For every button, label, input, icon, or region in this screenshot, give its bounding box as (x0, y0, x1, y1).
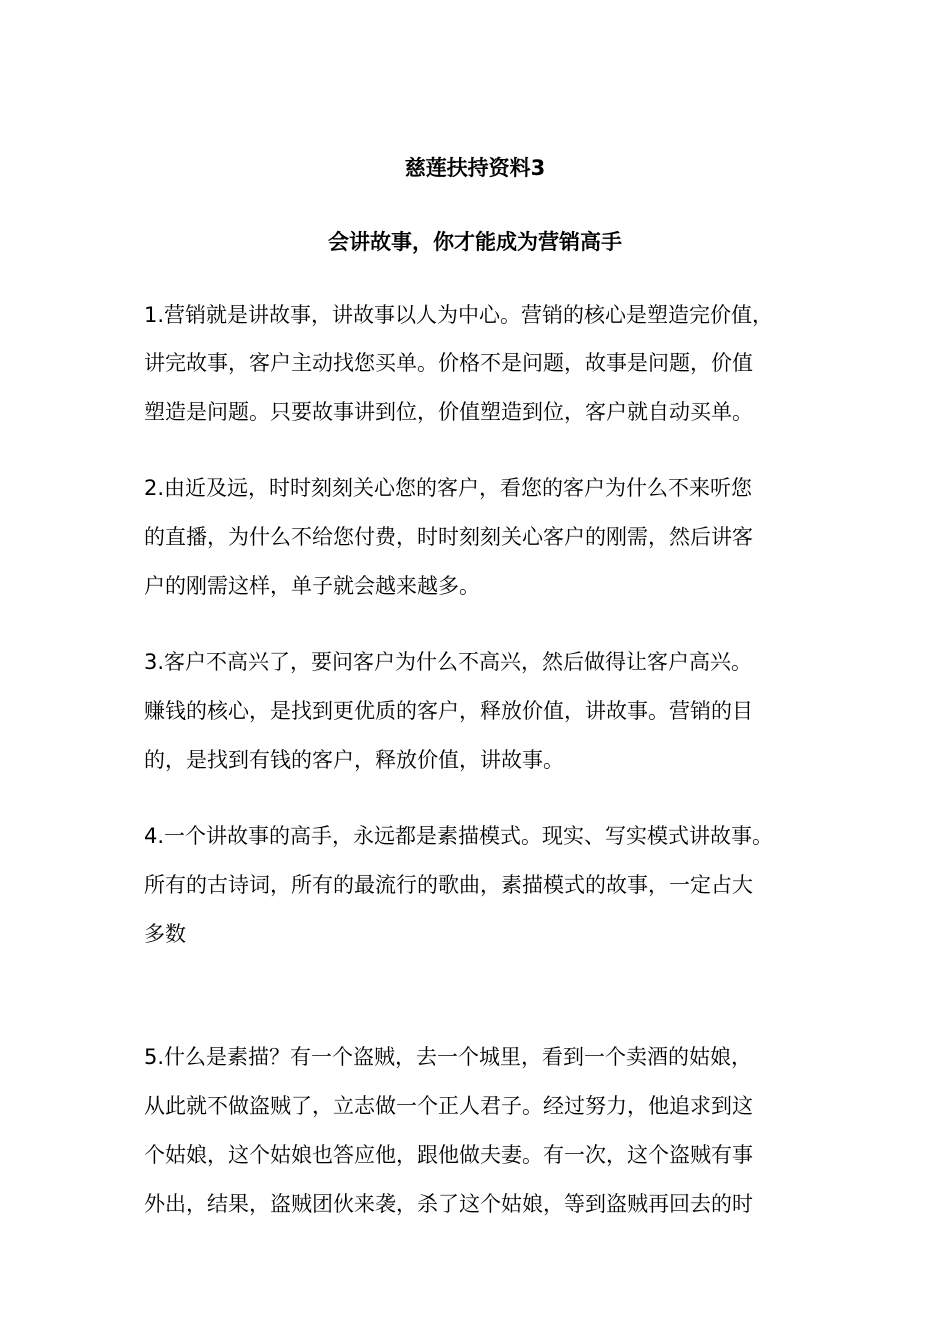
paragraph-line: 所有的古诗词，所有的最流行的歌曲，素描模式的故事，一定占大 (144, 873, 753, 897)
paragraph-line: 个姑娘，这个姑娘也答应他，跟他做夫妻。有一次，这个盗贼有事 (144, 1143, 753, 1167)
paragraph-line: 2.由近及远，时时刻刻关心您的客户，看您的客户为什么不来听您 (144, 476, 753, 500)
paragraph-line: 5.什么是素描？有一个盗贼，去一个城里，看到一个卖酒的姑娘， (144, 1045, 753, 1069)
paragraph-line: 4.一个讲故事的高手，永远都是素描模式。现实、写实模式讲故事。 (144, 824, 774, 848)
paragraph-line: 1.营销就是讲故事，讲故事以人为中心。营销的核心是塑造完价值， (144, 303, 774, 327)
paragraph-line: 外出，结果，盗贼团伙来袭，杀了这个姑娘，等到盗贼再回去的时 (144, 1192, 753, 1216)
paragraph-line: 的，是找到有钱的客户，释放价值，讲故事。 (144, 748, 564, 772)
paragraph-line: 户的刚需这样，单子就会越来越多。 (144, 574, 480, 598)
document-title: 慈莲扶持资料3 (404, 156, 546, 180)
paragraph-line: 的直播，为什么不给您付费，时时刻刻关心客户的刚需，然后讲客 (144, 525, 753, 549)
paragraph-line: 3.客户不高兴了，要问客户为什么不高兴，然后做得让客户高兴。 (144, 650, 753, 674)
paragraph-line: 从此就不做盗贼了，立志做一个正人君子。经过努力，他追求到这 (144, 1094, 753, 1118)
paragraph-line: 多数 (144, 922, 186, 946)
paragraph-line: 讲完故事，客户主动找您买单。价格不是问题，故事是问题，价值 (144, 351, 753, 375)
paragraph-line: 塑造是问题。只要故事讲到位，价值塑造到位，客户就自动买单。 (144, 400, 753, 424)
paragraph-line: 赚钱的核心，是找到更优质的客户，释放价值，讲故事。营销的目 (144, 699, 753, 723)
document-subtitle: 会讲故事，你才能成为营销高手 (328, 230, 622, 254)
